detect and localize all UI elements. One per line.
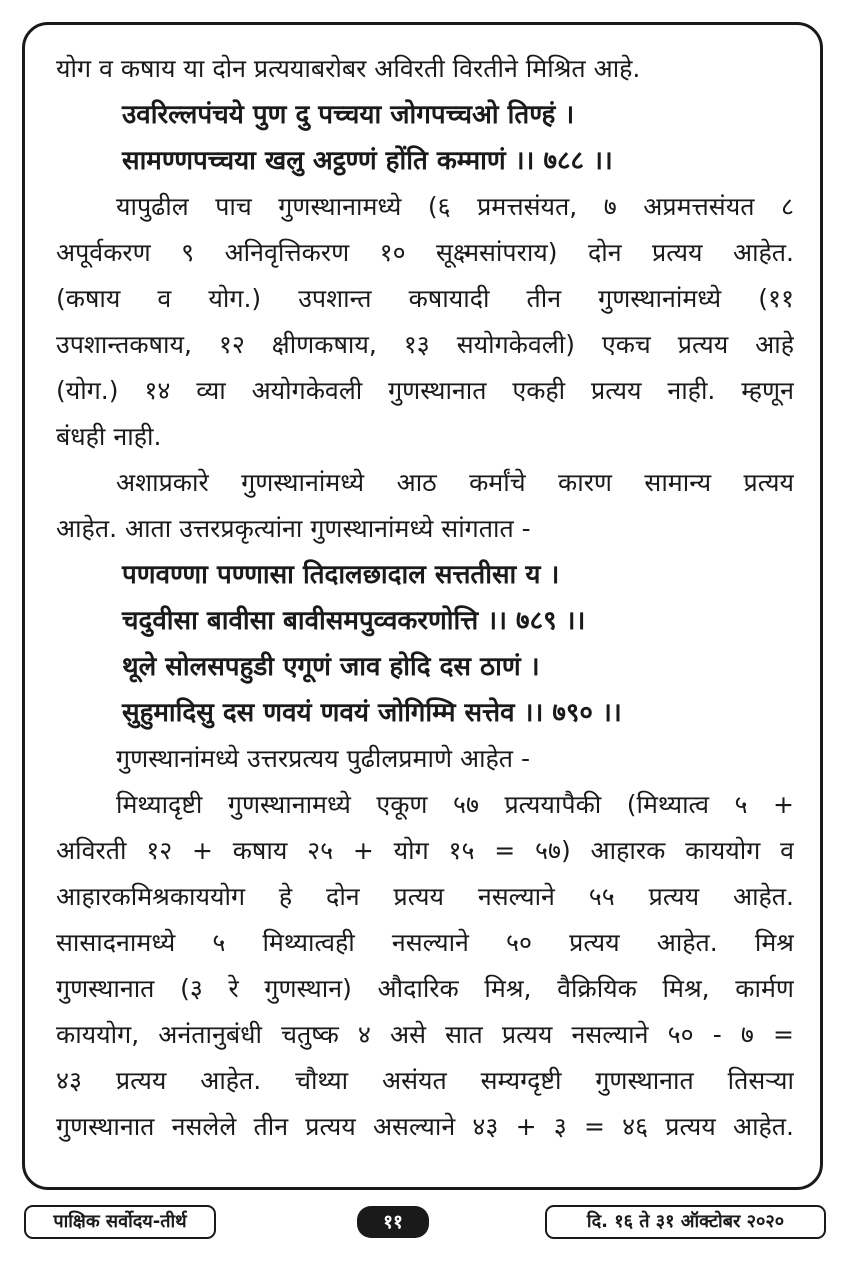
text-line: आहारकमिश्रकाययोग हे दोन प्रत्यय नसल्याने ५५ प्रत्यय आहेत. (56, 882, 794, 911)
text-line: अशाप्रकारे गुणस्थानांमध्ये आठ कर्मांचे कारण सामान्य प्रत्यय (116, 468, 794, 497)
text-line: उपशान्तकषाय, १२ क्षीणकषाय, १३ सयोगकेवली) एकच प्रत्यय आहे (56, 330, 794, 359)
verse-line: चदुवीसा बावीसा बावीसमपुव्वकरणोत्ति ।। ७८९ ।। (122, 606, 586, 636)
text-line: बंधही नाही. (56, 422, 162, 451)
publication-name: पाक्षिक सर्वोदय-तीर्थ (24, 1205, 216, 1239)
verse-line: सामण्णपच्चया खलु अट्ठण्णं होंति कम्माणं ।। ७८८ ।। (122, 146, 613, 176)
text-line: (कषाय व योग.) उपशान्त कषायादी तीन गुणस्थानांमध्ये (११ (56, 284, 794, 313)
text-line: योग व कषाय या दोन प्रत्ययाबरोबर अविरती विरतीने मिश्रित आहे. (56, 54, 641, 83)
page-number-badge: ११ (357, 1206, 429, 1238)
text-line: गुणस्थानांमध्ये उत्तरप्रत्यय पुढीलप्रमाणे आहेत - (116, 744, 531, 773)
text-line: अपूर्वकरण ९ अनिवृत्तिकरण १० सूक्ष्मसांपराय) दोन प्रत्यय आहेत. (56, 238, 794, 267)
text-line: आहेत. आता उत्तरप्रकृत्यांना गुणस्थानांमध्ये सांगतात - (56, 514, 531, 543)
text-line: अविरती १२ + कषाय २५ + योग १५ = ५७) आहारक काययोग व (56, 836, 794, 865)
text-line: काययोग, अनंतानुबंधी चतुष्क ४ असे सात प्रत्यय नसल्याने ५० - ७ = (56, 1020, 794, 1049)
text-line: मिथ्यादृष्टी गुणस्थानामध्ये एकूण ५७ प्रत्ययापैकी (मिथ्यात्व ५ + (116, 790, 794, 819)
verse-line: पणवण्णा पण्णासा तिदालछादाल सत्ततीसा य । (122, 560, 560, 590)
text-line: गुणस्थानात नसलेले तीन प्रत्यय असल्याने ४३ + ३ = ४६ प्रत्यय आहेत. (56, 1112, 794, 1141)
verse-line: थूले सोलसपहुडी एगूणं जाव होदि दस ठाणं । (122, 652, 540, 682)
text-line: ४३ प्रत्यय आहेत. चौथ्या असंयत सम्यग्दृष्टी गुणस्थानात तिसऱ्या (56, 1066, 794, 1095)
page-body (56, 46, 794, 1150)
text-line: यापुढील पाच गुणस्थानामध्ये (६ प्रमत्तसंयत, ७ अप्रमत्तसंयत ८ (116, 192, 794, 221)
verse-line: सुहुमादिसु दस णवयं णवयं जोगिम्मि सत्तेव ।। ७९० ।। (122, 698, 622, 728)
issue-date: दि. १६ ते ३१ ऑक्टोबर २०२० (545, 1205, 826, 1239)
text-line: गुणस्थानात (३ रे गुणस्थान) औदारिक मिश्र, वैक्रियिक मिश्र, कार्मण (56, 974, 794, 1003)
text-line: सासादनामध्ये ५ मिथ्यात्वही नसल्याने ५० प्रत्यय आहेत. मिश्र (56, 928, 794, 957)
verse-line: उवरिल्लपंचये पुण दु पच्चया जोगपच्चओ तिण्हं । (122, 100, 575, 130)
text-line: (योग.) १४ व्या अयोगकेवली गुणस्थानात एकही प्रत्यय नाही. म्हणून (56, 376, 794, 405)
